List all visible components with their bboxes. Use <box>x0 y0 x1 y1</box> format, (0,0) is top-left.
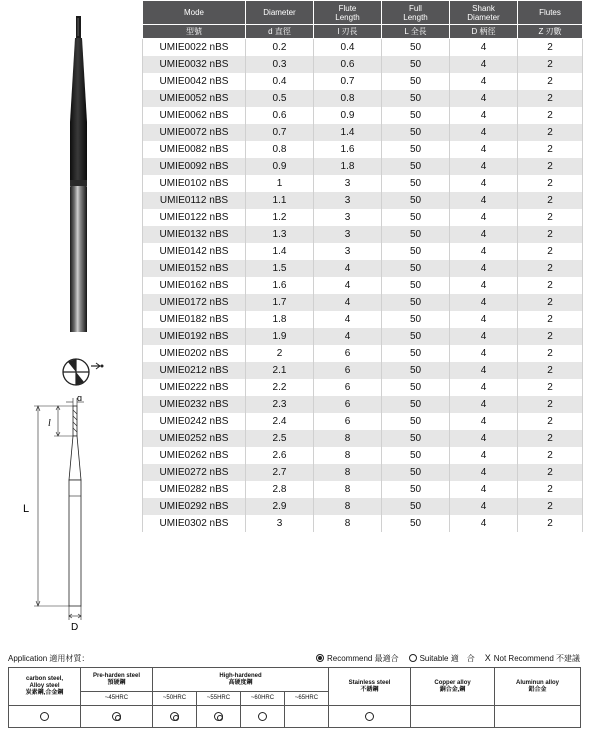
table-cell: 2 <box>518 413 583 430</box>
end-view-diagram-icon <box>58 352 108 392</box>
header-en-2: Flute Length <box>314 1 382 25</box>
table-row <box>143 90 583 107</box>
table-cell: 2.5 <box>246 430 314 447</box>
table-cell: 2 <box>518 481 583 498</box>
header-zh-3: L 全長 <box>382 25 450 39</box>
table-row <box>143 141 583 158</box>
table-cell: 4 <box>314 328 382 345</box>
recommend-mark-icon <box>170 712 179 721</box>
table-cell: 50 <box>382 447 450 464</box>
table-row <box>143 107 583 124</box>
table-cell: 2.3 <box>246 396 314 413</box>
hardness-65: ~65HRC <box>285 692 329 706</box>
label-l: l <box>48 418 51 429</box>
application-mark-cell <box>495 706 581 728</box>
table-cell: 4 <box>450 90 518 107</box>
legend-not-recommend <box>485 653 580 664</box>
col-carbon-steel-label: carbon steel, Alloy steel 炭素鋼,合金鋼 <box>25 676 64 696</box>
table-cell: 1 <box>246 175 314 192</box>
application-mark-cell <box>9 706 81 728</box>
table-row <box>143 379 583 396</box>
table-cell: 3 <box>314 243 382 260</box>
table-cell: 50 <box>382 294 450 311</box>
table-cell: 4 <box>450 192 518 209</box>
table-cell: 4 <box>314 277 382 294</box>
legend <box>316 653 580 664</box>
table-cell: UMIE0212 nBS <box>143 362 246 379</box>
col-carbon-steel <box>9 668 81 706</box>
table-cell: UMIE0282 nBS <box>143 481 246 498</box>
table-row <box>143 158 583 175</box>
table-cell: 0.7 <box>246 124 314 141</box>
header-en-3: Full Length <box>382 1 450 25</box>
table-cell: 4 <box>450 39 518 56</box>
col-aluminum <box>495 668 581 706</box>
table-cell: 50 <box>382 498 450 515</box>
table-cell: UMIE0052 nBS <box>143 90 246 107</box>
table-cell: UMIE0202 nBS <box>143 345 246 362</box>
table-cell: 2 <box>518 90 583 107</box>
table-row <box>143 39 583 56</box>
application-mark-cell <box>411 706 495 728</box>
suitable-mark-icon <box>365 712 374 721</box>
table-cell: 8 <box>314 430 382 447</box>
table-cell: 50 <box>382 209 450 226</box>
table-cell: UMIE0022 nBS <box>143 39 246 56</box>
table-cell: 2.9 <box>246 498 314 515</box>
col-stainless <box>329 668 411 706</box>
legend-suitable <box>409 653 475 664</box>
table-cell: 3 <box>314 209 382 226</box>
table-cell: 0.8 <box>246 141 314 158</box>
table-cell: 8 <box>314 447 382 464</box>
table-cell: 50 <box>382 464 450 481</box>
header-zh-4: D 柄徑 <box>450 25 518 39</box>
col-preharden-label: Pre-harden steel 預硬鋼 <box>92 672 141 686</box>
application-title: Application 適用材質： <box>8 653 90 663</box>
header-row-en <box>143 1 583 25</box>
table-cell: 0.2 <box>246 39 314 56</box>
table-cell: 1.8 <box>246 311 314 328</box>
table-cell: 2 <box>518 73 583 90</box>
table-row <box>143 175 583 192</box>
table-row <box>143 73 583 90</box>
table-cell: 2 <box>518 328 583 345</box>
table-cell: 1.9 <box>246 328 314 345</box>
table-cell: 2 <box>518 260 583 277</box>
table-cell: 1.7 <box>246 294 314 311</box>
table-cell: 4 <box>450 107 518 124</box>
table-cell: 2 <box>518 39 583 56</box>
table-row <box>143 209 583 226</box>
table-cell: 3 <box>314 226 382 243</box>
table-cell: 2 <box>518 379 583 396</box>
table-cell: 2 <box>518 430 583 447</box>
table-cell: 8 <box>314 464 382 481</box>
table-cell: UMIE0232 nBS <box>143 396 246 413</box>
table-cell: 4 <box>450 158 518 175</box>
table-cell: UMIE0182 nBS <box>143 311 246 328</box>
table-row <box>143 396 583 413</box>
suitable-symbol-icon <box>409 654 417 662</box>
legend-recommend-label: Recommend 最適合 <box>327 653 399 663</box>
table-cell: UMIE0272 nBS <box>143 464 246 481</box>
hardness-50: ~50HRC <box>153 692 197 706</box>
table-cell: 4 <box>450 498 518 515</box>
table-cell: UMIE0222 nBS <box>143 379 246 396</box>
hardness-55: ~55HRC <box>197 692 241 706</box>
table-cell: 6 <box>314 396 382 413</box>
table-cell: 50 <box>382 379 450 396</box>
table-cell: 2 <box>518 498 583 515</box>
suitable-mark-icon <box>258 712 267 721</box>
table-cell: 4 <box>450 243 518 260</box>
table-cell: 4 <box>314 260 382 277</box>
table-cell: 4 <box>450 226 518 243</box>
col-copper-label: Copper alloy 銅合金,鋼 <box>434 679 471 693</box>
table-cell: UMIE0252 nBS <box>143 430 246 447</box>
table-cell: 6 <box>314 345 382 362</box>
table-row <box>143 481 583 498</box>
table-cell: 4 <box>450 362 518 379</box>
table-cell: 4 <box>450 396 518 413</box>
header-row-zh <box>143 25 583 39</box>
application-table <box>8 667 581 728</box>
table-cell: UMIE0292 nBS <box>143 498 246 515</box>
header-zh-1: d 直徑 <box>246 25 314 39</box>
table-cell: 4 <box>450 124 518 141</box>
header-en-5: Flutes <box>518 1 583 25</box>
table-cell: 50 <box>382 158 450 175</box>
table-row <box>143 345 583 362</box>
table-cell: 1.4 <box>314 124 382 141</box>
table-cell: UMIE0172 nBS <box>143 294 246 311</box>
table-cell: 2 <box>518 243 583 260</box>
table-cell: 2 <box>518 124 583 141</box>
table-cell: 50 <box>382 56 450 73</box>
table-cell: 2.8 <box>246 481 314 498</box>
legend-not-recommend-label: Not Recommend 不建議 <box>493 653 580 663</box>
table-cell: 8 <box>314 515 382 532</box>
table-row <box>143 294 583 311</box>
col-high-hardened-label: High-hardened 高硬度鋼 <box>219 672 262 686</box>
table-row <box>143 192 583 209</box>
table-cell: 2.1 <box>246 362 314 379</box>
table-cell: UMIE0112 nBS <box>143 192 246 209</box>
table-cell: UMIE0192 nBS <box>143 328 246 345</box>
table-cell: UMIE0082 nBS <box>143 141 246 158</box>
table-cell: 4 <box>450 277 518 294</box>
table-row <box>143 498 583 515</box>
table-cell: 2.2 <box>246 379 314 396</box>
table-cell: 50 <box>382 90 450 107</box>
not-recommend-symbol-icon: X <box>484 653 491 663</box>
table-cell: 0.3 <box>246 56 314 73</box>
table-cell: 1.8 <box>314 158 382 175</box>
table-row <box>143 464 583 481</box>
label-D: D <box>71 622 79 632</box>
table-cell: 50 <box>382 362 450 379</box>
table-cell: 1.5 <box>246 260 314 277</box>
table-row <box>143 413 583 430</box>
table-cell: 0.9 <box>314 107 382 124</box>
table-cell: 4 <box>450 481 518 498</box>
table-cell: 4 <box>450 294 518 311</box>
table-cell: 0.5 <box>246 90 314 107</box>
recommend-symbol-icon <box>316 654 324 662</box>
table-cell: 50 <box>382 413 450 430</box>
table-cell: 50 <box>382 73 450 90</box>
table-cell: 50 <box>382 107 450 124</box>
table-cell: 2 <box>518 226 583 243</box>
table-cell: 50 <box>382 243 450 260</box>
table-cell: 4 <box>450 260 518 277</box>
table-cell: 50 <box>382 39 450 56</box>
table-cell: 2 <box>518 56 583 73</box>
table-row <box>143 362 583 379</box>
spec-table <box>142 0 583 532</box>
table-cell: UMIE0152 nBS <box>143 260 246 277</box>
table-cell: 2 <box>246 345 314 362</box>
table-cell: 4 <box>450 328 518 345</box>
col-stainless-label: Stainless steel 不銹鋼 <box>348 679 391 693</box>
table-cell: UMIE0302 nBS <box>143 515 246 532</box>
table-cell: 6 <box>314 379 382 396</box>
legend-recommend <box>316 653 399 664</box>
table-cell: 50 <box>382 311 450 328</box>
table-cell: 4 <box>450 345 518 362</box>
label-d: d <box>77 396 83 403</box>
header-zh-5: Z 刃數 <box>518 25 583 39</box>
table-cell: 0.9 <box>246 158 314 175</box>
recommend-mark-icon <box>112 712 121 721</box>
table-cell: UMIE0072 nBS <box>143 124 246 141</box>
table-cell: 50 <box>382 260 450 277</box>
table-cell: UMIE0262 nBS <box>143 447 246 464</box>
application-mark-cell <box>241 706 285 728</box>
table-cell: 6 <box>314 362 382 379</box>
application-marks-row <box>9 706 581 728</box>
header-en-1: Diameter <box>246 1 314 25</box>
table-row <box>143 243 583 260</box>
table-cell: UMIE0062 nBS <box>143 107 246 124</box>
table-row <box>143 260 583 277</box>
table-cell: 3 <box>314 192 382 209</box>
table-cell: 0.4 <box>314 39 382 56</box>
table-row <box>143 311 583 328</box>
table-cell: 4 <box>450 447 518 464</box>
table-cell: 3 <box>246 515 314 532</box>
table-cell: 50 <box>382 175 450 192</box>
table-row <box>143 226 583 243</box>
table-cell: 2.4 <box>246 413 314 430</box>
table-cell: 2 <box>518 175 583 192</box>
table-cell: 2 <box>518 345 583 362</box>
technical-drawing <box>20 396 130 632</box>
table-cell: 8 <box>314 481 382 498</box>
table-cell: UMIE0132 nBS <box>143 226 246 243</box>
table-cell: 4 <box>450 413 518 430</box>
table-row <box>143 515 583 532</box>
table-cell: 6 <box>314 413 382 430</box>
table-cell: 2.7 <box>246 464 314 481</box>
table-cell: 4 <box>314 311 382 328</box>
table-cell: 0.4 <box>246 73 314 90</box>
table-cell: 0.6 <box>314 56 382 73</box>
table-cell: 2 <box>518 141 583 158</box>
col-aluminum-label: Aluminun alloy 鋁合金 <box>516 679 560 693</box>
table-cell: 50 <box>382 124 450 141</box>
table-cell: 3 <box>314 175 382 192</box>
table-cell: UMIE0032 nBS <box>143 56 246 73</box>
table-cell: 1.6 <box>246 277 314 294</box>
table-cell: 50 <box>382 396 450 413</box>
application-mark-cell <box>285 706 329 728</box>
header-en-4: Shank Diameter <box>450 1 518 25</box>
table-cell: UMIE0102 nBS <box>143 175 246 192</box>
table-cell: 50 <box>382 430 450 447</box>
table-cell: 50 <box>382 226 450 243</box>
table-cell: 2 <box>518 311 583 328</box>
application-mark-cell <box>81 706 153 728</box>
application-mark-cell <box>329 706 411 728</box>
col-preharden-steel <box>81 668 153 692</box>
table-cell: 50 <box>382 192 450 209</box>
table-row <box>143 277 583 294</box>
table-cell: 1.6 <box>314 141 382 158</box>
table-cell: 2 <box>518 294 583 311</box>
table-cell: 4 <box>450 430 518 447</box>
suitable-mark-icon <box>40 712 49 721</box>
table-cell: 2 <box>518 464 583 481</box>
table-cell: 2 <box>518 515 583 532</box>
table-cell: 2 <box>518 447 583 464</box>
label-L: L <box>23 503 30 515</box>
hardness-60: ~60HRC <box>241 692 285 706</box>
table-cell: 50 <box>382 481 450 498</box>
table-cell: 2.6 <box>246 447 314 464</box>
table-cell: UMIE0122 nBS <box>143 209 246 226</box>
hardness-45: ~45HRC <box>81 692 153 706</box>
table-cell: UMIE0242 nBS <box>143 413 246 430</box>
application-mark-cell <box>197 706 241 728</box>
table-row <box>143 56 583 73</box>
legend-suitable-label: Suitable 適 合 <box>419 653 475 663</box>
table-cell: 2 <box>518 396 583 413</box>
table-cell: 4 <box>450 175 518 192</box>
table-cell: 8 <box>314 498 382 515</box>
table-cell: 2 <box>518 362 583 379</box>
table-row <box>143 328 583 345</box>
table-cell: 1.3 <box>246 226 314 243</box>
table-cell: 4 <box>450 209 518 226</box>
application-header <box>8 651 580 665</box>
table-cell: UMIE0042 nBS <box>143 73 246 90</box>
table-cell: 4 <box>450 464 518 481</box>
dimension-drawing <box>20 396 130 632</box>
application-mark-cell <box>153 706 197 728</box>
table-cell: 2 <box>518 107 583 124</box>
end-mill-photo <box>62 12 98 332</box>
table-cell: 4 <box>450 141 518 158</box>
table-cell: 50 <box>382 345 450 362</box>
table-cell: 50 <box>382 515 450 532</box>
table-cell: 50 <box>382 141 450 158</box>
spec-table-body <box>143 39 583 532</box>
table-row <box>143 430 583 447</box>
table-cell: 50 <box>382 328 450 345</box>
table-cell: 4 <box>450 515 518 532</box>
header-en-0: Mode <box>143 1 246 25</box>
header-zh-0: 型號 <box>143 25 246 39</box>
table-cell: 1.4 <box>246 243 314 260</box>
table-cell: 50 <box>382 277 450 294</box>
table-cell: 4 <box>450 73 518 90</box>
table-cell: 2 <box>518 192 583 209</box>
table-cell: 2 <box>518 209 583 226</box>
table-cell: 4 <box>450 379 518 396</box>
table-cell: 4 <box>450 311 518 328</box>
table-row <box>143 124 583 141</box>
table-cell: 4 <box>314 294 382 311</box>
table-cell: 0.6 <box>246 107 314 124</box>
recommend-mark-icon <box>214 712 223 721</box>
col-copper <box>411 668 495 706</box>
table-cell: 2 <box>518 277 583 294</box>
table-cell: UMIE0162 nBS <box>143 277 246 294</box>
table-cell: 0.8 <box>314 90 382 107</box>
header-zh-2: l 刃長 <box>314 25 382 39</box>
table-cell: UMIE0092 nBS <box>143 158 246 175</box>
table-cell: 1.2 <box>246 209 314 226</box>
table-cell: 0.7 <box>314 73 382 90</box>
table-cell: 2 <box>518 158 583 175</box>
table-cell: 4 <box>450 56 518 73</box>
table-row <box>143 447 583 464</box>
col-high-hardened <box>153 668 329 692</box>
table-cell: 1.1 <box>246 192 314 209</box>
table-cell: UMIE0142 nBS <box>143 243 246 260</box>
